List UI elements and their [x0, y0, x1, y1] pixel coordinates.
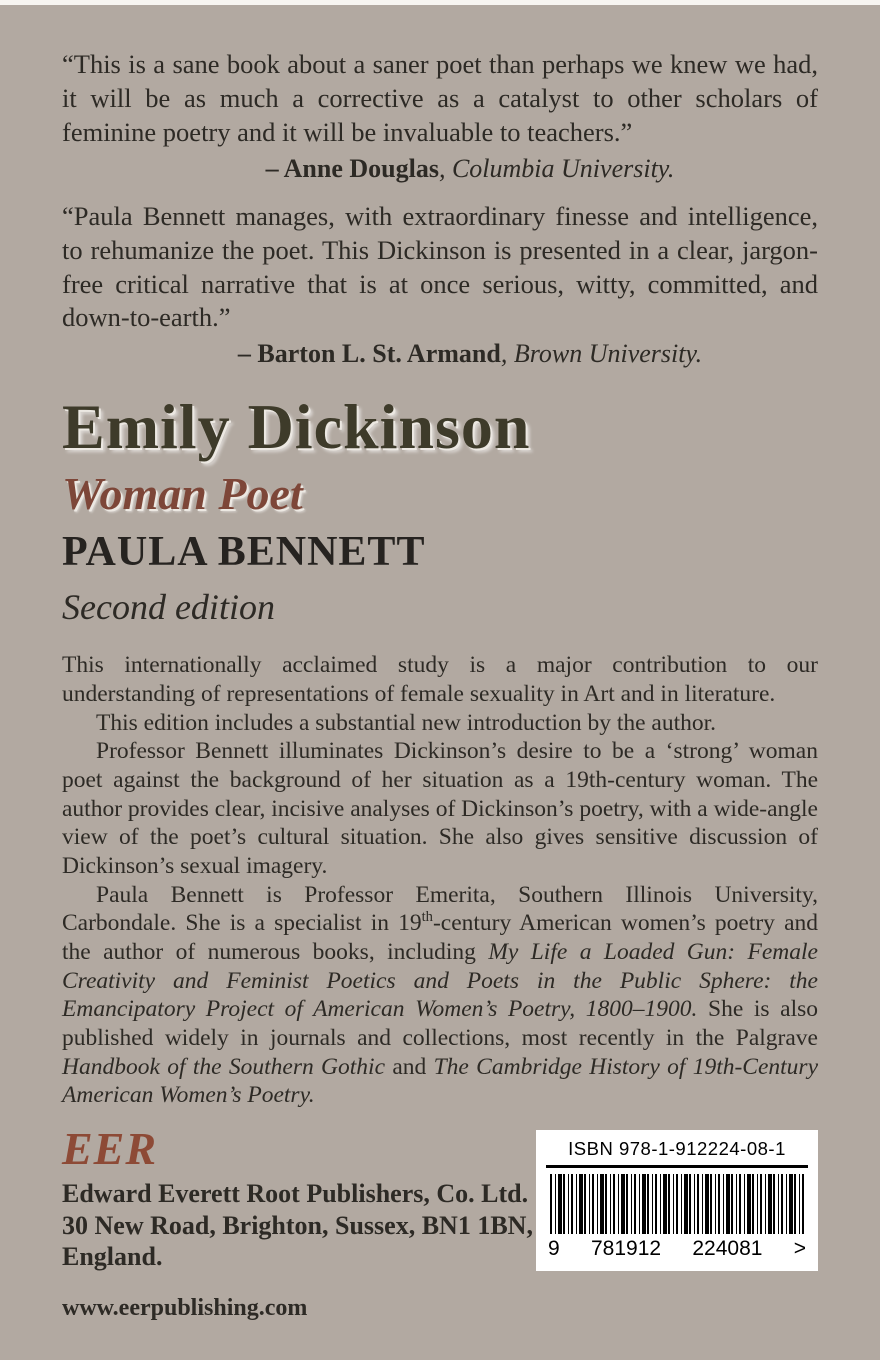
attribution-affiliation: , Brown University.	[500, 339, 703, 369]
description-paragraph-3: Professor Bennett illuminates Dickinson’s desire to be a ‘strong’ woman poet against the background of her situation as a 19th-century woman. The author provides clear, incisive analyses of Dickinson’s poetry, with a wide-angle view of the poet’s cultural situation. She also gives sensitive discussion of Dickinson’s sexual imagery.	[62, 738, 818, 879]
barcode-panel	[536, 1130, 818, 1271]
review-quote	[62, 200, 818, 370]
attribution-name: – Anne Douglas	[265, 153, 439, 183]
cited-book-title: The Cambridge History of 19th-Century American Women’s Poetry.	[62, 1053, 819, 1109]
book-description	[62, 651, 818, 1110]
quote-text: “This is a sane book about a saner poet than perhaps we knew we had, it will be as much a corrective as a catalyst to other scholars of feminine poetry and it will be invaluable to teachers.”	[62, 49, 818, 147]
book-title: Emily Dickinson	[62, 391, 531, 463]
barcode-digit-group: 781912	[590, 1236, 662, 1260]
cover-top-edge	[0, 0, 880, 5]
bio-text: Paula Bennett is Professor Emerita, Southern Illinois University, Carbondale. She is a specialist in 19	[62, 881, 818, 937]
cited-book-title: My Life a Loaded Gun: Female Creativity and Feminist Poetics and Poets in the Public Sphere: the Emancipatory Project of American Women’s Poetry, 1800–1900.	[62, 938, 818, 1023]
barcode-digits	[546, 1234, 808, 1261]
review-quote	[62, 48, 818, 184]
ordinal-superscript: th	[421, 909, 433, 926]
description-paragraph-1: This internationally acclaimed study is a major contribution to our understanding of representations of female sexuality in Art and in literature.	[62, 652, 818, 707]
publisher-address: 30 New Road, Brighton, Sussex, BN1 1BN,	[62, 1210, 533, 1240]
quote-text: “Paula Bennett manages, with extraordinary finesse and intelligence, to rehumanize the poet. This Dickinson is presented in a clear, jargon-free critical narrative that is at once serious, witty, committed, and down-to-earth.”	[62, 200, 818, 333]
description-paragraph-2: This edition includes a substantial new introduction by the author.	[96, 709, 717, 736]
attribution-name: – Barton L. St. Armand	[237, 339, 501, 369]
isbn-number: ISBN 978-1-912224-08-1	[546, 1138, 808, 1168]
bio-text: -century American women’s poetry and the author of numerous books, including	[62, 910, 818, 965]
cited-book-title: Handbook of the Southern Gothic	[62, 1053, 386, 1080]
author-name: PAULA BENNETT	[62, 529, 426, 576]
publisher-country: England.	[62, 1242, 163, 1272]
description-paragraph-4	[62, 881, 818, 1110]
quote-attribution	[62, 339, 818, 369]
bio-text: and	[385, 1053, 434, 1080]
bio-text: She is also published widely in journals and collections, most recently in the Palgrave	[62, 996, 819, 1051]
attribution-affiliation: , Columbia University.	[438, 153, 675, 183]
title-block	[62, 391, 818, 628]
publisher-logo: EER	[62, 1122, 158, 1174]
publisher-website: www.eerpublishing.com	[62, 1295, 308, 1321]
publisher-block	[62, 1122, 533, 1322]
publisher-name: Edward Everett Root Publishers, Co. Ltd.	[62, 1178, 529, 1208]
review-quotes	[62, 48, 818, 369]
edition-label: Second edition	[62, 587, 275, 628]
barcode-icon	[550, 1174, 804, 1234]
book-subtitle: Woman Poet	[62, 468, 303, 520]
barcode-digit-group: 224081	[692, 1236, 763, 1260]
quote-attribution	[62, 154, 818, 184]
barcode-digit-group: 9	[548, 1236, 560, 1260]
barcode-chevron-icon: >	[793, 1236, 806, 1260]
footer	[62, 1122, 818, 1322]
